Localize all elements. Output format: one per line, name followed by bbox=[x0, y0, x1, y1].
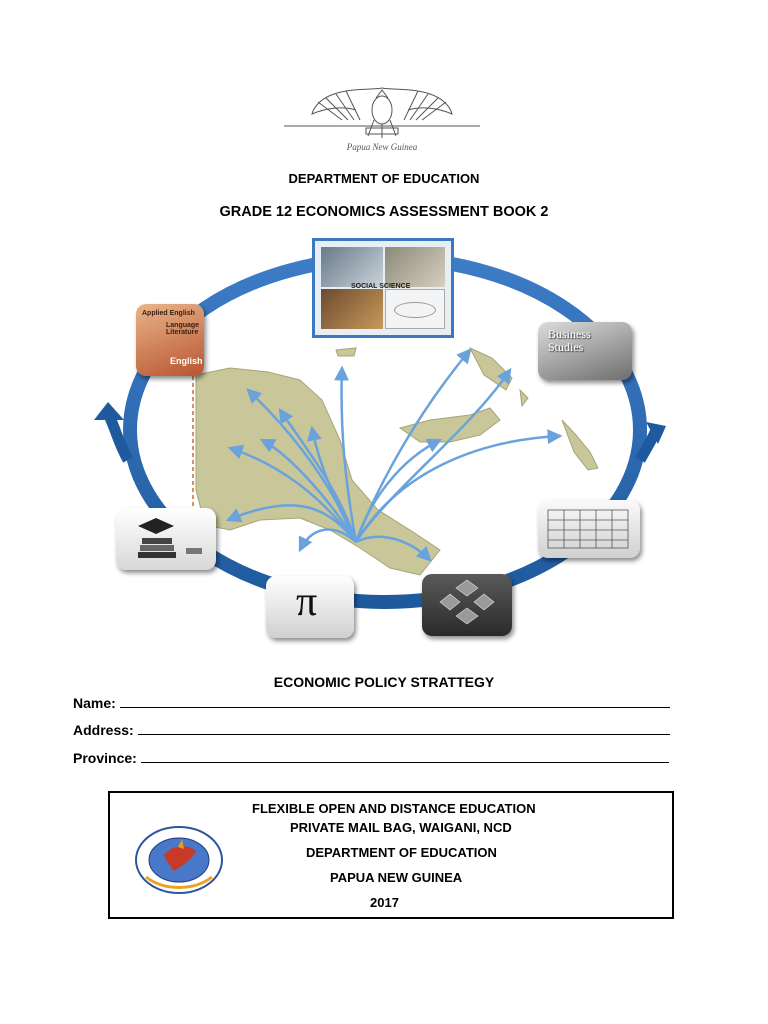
address-label: Address: bbox=[73, 722, 134, 738]
address-field[interactable] bbox=[73, 722, 670, 738]
fode-logo bbox=[134, 825, 224, 895]
social-science-panel bbox=[312, 238, 454, 338]
grad-cap-books-icon bbox=[116, 508, 216, 570]
name-label: Name: bbox=[73, 695, 116, 711]
fode-address-box bbox=[108, 791, 674, 919]
pi-math-icon: π bbox=[266, 576, 354, 638]
name-field[interactable] bbox=[73, 695, 670, 711]
footer-country: PAPUA NEW GUINEA bbox=[330, 870, 463, 885]
province-label: Province: bbox=[73, 750, 137, 766]
section-title: ECONOMIC POLICY STRATTEGY bbox=[273, 674, 495, 690]
footer-department: DEPARTMENT OF EDUCATION bbox=[306, 845, 497, 860]
english-books-icon: Applied English Language Literature English bbox=[136, 304, 204, 376]
province-field[interactable] bbox=[73, 750, 669, 766]
png-emblem bbox=[282, 80, 482, 154]
footer-mail-bag: PRIVATE MAIL BAG, WAIGANI, NCD bbox=[290, 820, 512, 835]
science-periodic-table-icon bbox=[538, 500, 640, 558]
personal-development-icon bbox=[422, 574, 512, 636]
department-heading: DEPARTMENT OF EDUCATION bbox=[288, 171, 480, 186]
page-title: GRADE 12 ECONOMICS ASSESSMENT BOOK 2 bbox=[219, 204, 549, 220]
emblem-caption: Papua New Guinea bbox=[346, 142, 418, 152]
footer-year: 2017 bbox=[370, 895, 399, 910]
name-input-line[interactable] bbox=[120, 695, 670, 708]
address-input-line[interactable] bbox=[138, 722, 670, 735]
social-science-label: SOCIAL SCIENCE bbox=[351, 283, 411, 290]
province-input-line[interactable] bbox=[141, 750, 669, 763]
business-studies-icon: Business Studies bbox=[538, 322, 632, 380]
footer-org-name: FLEXIBLE OPEN AND DISTANCE EDUCATION bbox=[252, 801, 536, 816]
